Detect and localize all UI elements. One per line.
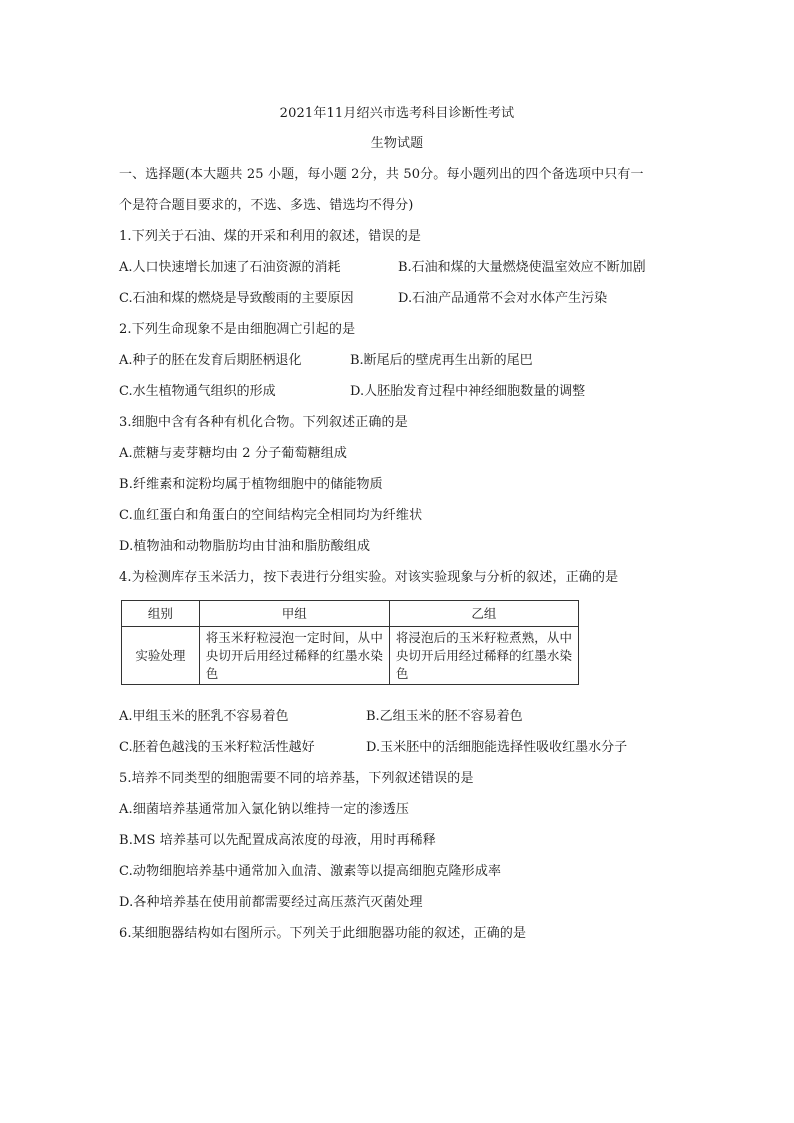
table-cell-group-b-text: 将浸泡后的玉米籽粒煮熟，从中央切开后用经过稀释的红墨水染色	[395, 630, 572, 681]
exam-title: 2021年11月绍兴市选考科目诊断性考试	[279, 106, 515, 121]
experiment-table	[121, 600, 579, 685]
question-4-option-a: A.甲组玉米的胚乳不容易着色	[119, 709, 289, 724]
table-cell-group-b	[389, 627, 578, 685]
question-2-option-c: C.水生植物通气组织的形成	[119, 384, 276, 399]
table-row-label: 实验处理	[122, 627, 200, 685]
question-1-option-a: A.人口快速增长加速了石油资源的消耗	[119, 260, 341, 275]
table-cell-group-a	[199, 627, 389, 685]
question-2-stem: 2.下列生命现象不是由细胞凋亡引起的是	[119, 322, 356, 337]
question-4-option-d: D.玉米胚中的活细胞能选择性吸收红墨水分子	[366, 740, 628, 755]
question-1-option-c: C.石油和煤的燃烧是导致酸雨的主要原因	[119, 291, 354, 306]
question-2-option-a: A.种子的胚在发育后期胚柄退化	[119, 353, 302, 368]
question-3-option-d: D.植物油和动物脂肪均由甘油和脂肪酸组成	[119, 539, 371, 554]
question-5-option-d: D.各种培养基在使用前都需要经过高压蒸汽灭菌处理	[119, 895, 423, 910]
table-header-group: 组别	[122, 601, 200, 627]
question-1-stem: 1.下列关于石油、煤的开采和利用的叙述，错误的是	[119, 229, 422, 244]
question-5-option-c: C.动物细胞培养基中通常加入血清、激素等以提高细胞克隆形成率	[119, 864, 502, 879]
subject-title: 生物试题	[370, 136, 424, 151]
question-3-option-c: C.血红蛋白和角蛋白的空间结构完全相同均为纤维状	[119, 508, 423, 523]
question-4-stem: 4.为检测库存玉米活力，按下表进行分组实验。对该实验现象与分析的叙述，正确的是	[119, 570, 619, 585]
table-header-row	[122, 601, 579, 627]
table-header-group-b: 乙组	[389, 601, 578, 627]
table-row	[122, 627, 579, 685]
question-2-option-d: D.人胚胎发育过程中神经细胞数量的调整	[350, 384, 586, 399]
table-cell-group-a-text: 将玉米籽粒浸泡一定时间，从中央切开后用经过稀释的红墨水染色	[205, 630, 383, 681]
table-header-group-a: 甲组	[199, 601, 389, 627]
question-1-option-d: D.石油产品通常不会对水体产生污染	[398, 291, 608, 306]
question-3-option-b: B.纤维素和淀粉均属于植物细胞中的储能物质	[119, 477, 383, 492]
question-6-stem: 6.某细胞器结构如右图所示。下列关于此细胞器功能的叙述，正确的是	[119, 926, 527, 941]
question-3-option-a: A.蔗糖与麦芽糖均由 2 分子葡萄糖组成	[119, 446, 348, 461]
question-5-option-a: A.细菌培养基通常加入氯化钠以维持一定的渗透压	[119, 802, 409, 817]
question-4-option-c: C.胚着色越浅的玉米籽粒活性越好	[119, 740, 315, 755]
section-intro-line1: 一、选择题(本大题共 25 小题，每小题 2分，共 50分。每小题列出的四个备选项中只有一	[119, 167, 644, 182]
section-intro-line2: 个是符合题目要求的，不选、多选、错选均不得分)	[119, 198, 414, 213]
question-5-stem: 5.培养不同类型的细胞需要不同的培养基，下列叙述错误的是	[119, 771, 474, 786]
question-3-stem: 3.细胞中含有各种有机化合物。下列叙述正确的是	[119, 415, 408, 430]
question-1-option-b: B.石油和煤的大量燃烧使温室效应不断加剧	[398, 260, 646, 275]
question-4-option-b: B.乙组玉米的胚不容易着色	[366, 709, 523, 724]
question-2-option-b: B.断尾后的壁虎再生出新的尾巴	[350, 353, 533, 368]
question-5-option-b: B.MS 培养基可以先配置成高浓度的母液，用时再稀释	[119, 833, 436, 848]
